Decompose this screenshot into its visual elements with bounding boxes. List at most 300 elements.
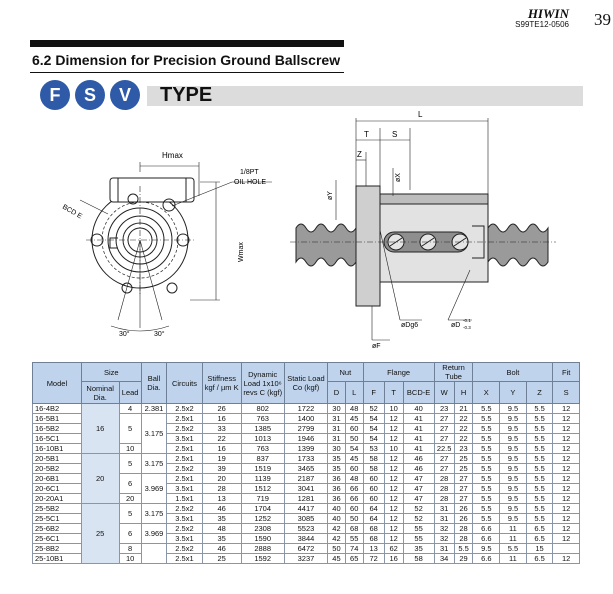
table-cell: 5.5 <box>473 434 500 444</box>
label-L: L <box>418 110 423 119</box>
table-cell: 3.5x1 <box>167 484 203 494</box>
table-cell: 12 <box>553 554 580 564</box>
th-nominal-dia: Nominal Dia. <box>81 382 119 404</box>
table-cell: 5 <box>119 414 141 444</box>
th-nut: Nut <box>328 363 364 382</box>
table-cell: 23 <box>434 404 454 414</box>
th-return-tube: Return Tube <box>434 363 473 382</box>
label-Dg6: øDg6 <box>401 322 419 329</box>
table-cell: 26 <box>202 404 241 414</box>
table-cell: 1946 <box>284 434 327 444</box>
table-cell: 5.5 <box>526 414 553 424</box>
table-cell: 41 <box>403 434 434 444</box>
table-cell: 9.5 <box>500 424 527 434</box>
table-cell: 35 <box>202 534 241 544</box>
table-cell: 36 <box>328 494 346 504</box>
table-cell: 60 <box>363 494 384 504</box>
th-dynamic-load: Dynamic Load 1x10⁶ revs C (kgf) <box>241 363 284 404</box>
cell-model: 25-10B1 <box>33 554 82 564</box>
table-cell: 2.5x2 <box>167 524 203 534</box>
table-cell: 3.175 <box>141 414 167 454</box>
th-stiffness: Stiffness kgf / µm K <box>202 363 241 404</box>
table-cell: 31 <box>328 414 346 424</box>
table-cell: 46 <box>202 544 241 554</box>
th-size: Size <box>81 363 141 382</box>
table-cell: 50 <box>328 544 346 554</box>
label-S: S <box>392 130 398 139</box>
table-cell: 1590 <box>241 534 284 544</box>
table-cell: 1512 <box>241 484 284 494</box>
table-cell: 31 <box>434 504 454 514</box>
table-cell: 12 <box>553 414 580 424</box>
table-cell: 12 <box>384 484 403 494</box>
table-cell: 2.5x2 <box>167 404 203 414</box>
table-cell: 25 <box>202 554 241 564</box>
table-cell: 27 <box>454 484 473 494</box>
table-cell: 4417 <box>284 504 327 514</box>
table-cell: 12 <box>384 414 403 424</box>
table-cell: 5.5 <box>473 484 500 494</box>
table-cell: 5.5 <box>473 464 500 474</box>
table-cell: 12 <box>553 454 580 464</box>
table-cell: 1399 <box>284 444 327 454</box>
table-cell: 42 <box>328 524 346 534</box>
table-cell: 5.5 <box>473 424 500 434</box>
table-cell: 6.5 <box>526 554 553 564</box>
table-cell: 45 <box>328 554 346 564</box>
side-view <box>290 118 556 340</box>
table-cell: 32 <box>434 534 454 544</box>
table-cell: 33 <box>202 424 241 434</box>
type-badge-v: V <box>110 80 140 110</box>
table-cell: 40 <box>403 404 434 414</box>
table-cell: 54 <box>363 434 384 444</box>
table-cell: 5523 <box>284 524 327 534</box>
table-cell: 5.5 <box>473 454 500 464</box>
table-cell: 5.5 <box>526 434 553 444</box>
return-tube-side <box>380 194 488 204</box>
label-Z: Z <box>357 150 362 159</box>
table-cell: 1281 <box>284 494 327 504</box>
table-cell: 23 <box>454 444 473 454</box>
table-cell <box>553 544 580 554</box>
table-cell: 1592 <box>241 554 284 564</box>
table-cell: 48 <box>345 474 363 484</box>
th-F: F <box>363 382 384 404</box>
th-lead: Lead <box>119 382 141 404</box>
cell-model: 20-5B1 <box>33 454 82 464</box>
table-row <box>33 404 580 414</box>
table-cell: 763 <box>241 414 284 424</box>
table-cell: 3.969 <box>141 474 167 504</box>
th-circuits: Circuits <box>167 363 203 404</box>
table-cell: 1733 <box>284 454 327 464</box>
table-cell: 74 <box>345 544 363 554</box>
table-cell: 12 <box>384 464 403 474</box>
table-cell: 12 <box>553 474 580 484</box>
table-cell: 11 <box>500 534 527 544</box>
label-T: T <box>364 130 369 139</box>
th-BCD-E: BCD-E <box>403 382 434 404</box>
table-cell: 27 <box>454 474 473 484</box>
type-label: TYPE <box>160 84 213 106</box>
flange-side <box>356 186 380 306</box>
table-cell: 31 <box>328 424 346 434</box>
screw-shaft-right <box>488 224 548 266</box>
table-cell: 54 <box>363 424 384 434</box>
table-cell: 46 <box>403 464 434 474</box>
table-cell: 12 <box>553 524 580 534</box>
table-cell: 54 <box>345 444 363 454</box>
table-cell: 60 <box>363 484 384 494</box>
table-cell: 55 <box>403 524 434 534</box>
table-row <box>33 454 580 464</box>
label-X: øX <box>395 173 402 182</box>
table-cell: 13 <box>202 494 241 504</box>
table-cell: 12 <box>553 464 580 474</box>
bolt-hole-bottom-right <box>167 283 177 293</box>
table-cell: 11 <box>500 524 527 534</box>
table-cell: 45 <box>345 414 363 424</box>
table-cell: 6.5 <box>526 524 553 534</box>
table-cell: 25 <box>454 454 473 464</box>
table-cell: 2799 <box>284 424 327 434</box>
th-ball-dia: Ball Dia. <box>141 363 167 404</box>
th-flange: Flange <box>363 363 434 382</box>
table-cell: 5.5 <box>473 404 500 414</box>
table-cell: 66 <box>345 484 363 494</box>
table-cell: 20 <box>81 454 119 504</box>
th-model: Model <box>33 363 82 404</box>
table-cell: 3085 <box>284 514 327 524</box>
cell-model: 16-4B2 <box>33 404 82 414</box>
table-cell: 1.5x1 <box>167 494 203 504</box>
table-cell: 5.5 <box>526 474 553 484</box>
table-cell: 3.5x1 <box>167 534 203 544</box>
th-W: W <box>434 382 454 404</box>
table-cell: 5.5 <box>526 504 553 514</box>
table-cell: 5.5 <box>526 454 553 464</box>
table-cell: 55 <box>403 534 434 544</box>
table-cell: 12 <box>553 424 580 434</box>
label-angle-2: 30° <box>154 331 165 338</box>
table-cell: 52 <box>403 514 434 524</box>
table-cell: 3041 <box>284 484 327 494</box>
table-cell: 50 <box>345 434 363 444</box>
table-row <box>33 504 580 514</box>
th-H: H <box>454 382 473 404</box>
table-cell: 6.6 <box>473 524 500 534</box>
table-cell: 34 <box>434 554 454 564</box>
table-cell: 60 <box>363 474 384 484</box>
table-cell: 68 <box>345 524 363 534</box>
table-cell: 10 <box>119 444 141 454</box>
th-L: L <box>345 382 363 404</box>
table-cell: 65 <box>345 554 363 564</box>
table-cell: 6.6 <box>473 534 500 544</box>
table-cell: 12 <box>384 514 403 524</box>
th-bolt: Bolt <box>473 363 553 382</box>
th-D: D <box>328 382 346 404</box>
table-cell: 12 <box>384 474 403 484</box>
table-cell: 12 <box>553 404 580 414</box>
table-cell: 29 <box>454 554 473 564</box>
table-cell: 5.5 <box>454 544 473 554</box>
spec-table <box>32 362 580 564</box>
label-F: øF <box>372 343 381 350</box>
table-cell: 28 <box>202 484 241 494</box>
th-Y: Y <box>500 382 527 404</box>
table-cell: 5.5 <box>473 514 500 524</box>
table-cell: 35 <box>328 454 346 464</box>
table-cell: 52 <box>403 504 434 514</box>
table-cell: 2888 <box>241 544 284 554</box>
cell-model: 16-10B1 <box>33 444 82 454</box>
table-cell: 2187 <box>284 474 327 484</box>
table-cell: 1400 <box>284 414 327 424</box>
th-S: S <box>553 382 580 404</box>
table-cell: 5.5 <box>473 444 500 454</box>
table-cell: 2.5x1 <box>167 454 203 464</box>
table-cell: 1252 <box>241 514 284 524</box>
th-static-load: Static Load Co (kgf) <box>284 363 327 404</box>
table-cell: 41 <box>403 444 434 454</box>
table-cell: 5.5 <box>526 464 553 474</box>
table-cell: 58 <box>363 464 384 474</box>
table-cell: 16 <box>81 404 119 454</box>
table-cell: 47 <box>403 474 434 484</box>
table-cell: 2.5x2 <box>167 464 203 474</box>
table-cell: 58 <box>363 454 384 464</box>
cell-model: 16-5B1 <box>33 414 82 424</box>
table-cell: 5.5 <box>473 504 500 514</box>
table-cell: 2.5x2 <box>167 544 203 554</box>
table-cell: 39 <box>202 464 241 474</box>
table-cell: 837 <box>241 454 284 464</box>
table-cell: 35 <box>403 544 434 554</box>
table-cell: 9.5 <box>500 484 527 494</box>
table-cell: 6.6 <box>473 554 500 564</box>
table-cell: 719 <box>241 494 284 504</box>
table-cell: 2308 <box>241 524 284 534</box>
table-cell: 2.5x1 <box>167 414 203 424</box>
cell-model: 25-5C1 <box>33 514 82 524</box>
table-cell: 47 <box>403 484 434 494</box>
table-cell: 3465 <box>284 464 327 474</box>
table-cell: 15 <box>526 544 553 554</box>
table-cell: 9.5 <box>500 504 527 514</box>
table-cell: 62 <box>384 544 403 554</box>
table-cell: 1013 <box>241 434 284 444</box>
table-cell: 48 <box>345 404 363 414</box>
table-cell: 60 <box>345 504 363 514</box>
table-cell: 12 <box>553 444 580 454</box>
page-number: 39 <box>594 10 611 29</box>
table-cell: 32 <box>434 524 454 534</box>
table-cell: 36 <box>328 484 346 494</box>
table-cell: 5 <box>119 504 141 524</box>
table-cell: 2.5x1 <box>167 554 203 564</box>
table-cell: 40 <box>328 504 346 514</box>
table-cell: 28 <box>454 534 473 544</box>
table-cell: 9.5 <box>500 464 527 474</box>
table-cell: 2.5x2 <box>167 504 203 514</box>
table-cell: 20 <box>119 494 141 504</box>
table-cell: 1722 <box>284 404 327 414</box>
table-cell: 12 <box>553 534 580 544</box>
cell-model: 16-5C1 <box>33 434 82 444</box>
table-cell: 53 <box>363 444 384 454</box>
table-cell: 12 <box>384 454 403 464</box>
table-cell: 31 <box>328 434 346 444</box>
table-cell: 4 <box>119 404 141 414</box>
table-cell: 9.5 <box>500 404 527 414</box>
table-cell: 27 <box>434 454 454 464</box>
table-cell: 2.5x1 <box>167 474 203 484</box>
table-cell: 6472 <box>284 544 327 554</box>
table-cell: 12 <box>553 514 580 524</box>
cell-model: 25-6B2 <box>33 524 82 534</box>
table-cell: 2.5x1 <box>167 444 203 454</box>
table-cell: 8 <box>119 544 141 554</box>
label-hmax: Hmax <box>162 151 183 160</box>
label-wmax: Wmax <box>238 242 245 262</box>
table-cell: 1704 <box>241 504 284 514</box>
table-cell: 6.5 <box>526 534 553 544</box>
table-cell: 9.5 <box>500 434 527 444</box>
table-cell: 10 <box>119 554 141 564</box>
table-cell: 42 <box>328 534 346 544</box>
table-cell: 5.5 <box>473 474 500 484</box>
table-cell: 64 <box>363 504 384 514</box>
table-cell: 802 <box>241 404 284 414</box>
return-tube-top <box>110 178 194 202</box>
table-cell: 41 <box>403 414 434 424</box>
table-cell: 12 <box>384 524 403 534</box>
cell-model: 25-8B2 <box>33 544 82 554</box>
table-cell: 47 <box>403 494 434 504</box>
spec-table-body <box>33 404 580 564</box>
table-cell: 41 <box>403 424 434 434</box>
label-angle-1: 30° <box>119 331 130 338</box>
cell-model: 25-5B2 <box>33 504 82 514</box>
table-cell: 763 <box>241 444 284 454</box>
table-cell: 25 <box>454 464 473 474</box>
table-cell: 68 <box>363 534 384 544</box>
table-cell: 12 <box>553 504 580 514</box>
table-cell: 11 <box>500 554 527 564</box>
label-bcd: BCD E <box>61 203 84 221</box>
table-cell: 28 <box>434 494 454 504</box>
table-cell: 5.5 <box>526 484 553 494</box>
table-cell: 16 <box>384 554 403 564</box>
cell-model: 20-6C1 <box>33 484 82 494</box>
table-cell: 1519 <box>241 464 284 474</box>
brand-logo: HIWIN <box>527 6 569 21</box>
table-cell: 12 <box>553 434 580 444</box>
th-fit: Fit <box>553 363 580 382</box>
table-cell: 9.5 <box>473 544 500 554</box>
cell-model: 25-6C1 <box>33 534 82 544</box>
table-cell: 2.5x2 <box>167 424 203 434</box>
table-cell: 1385 <box>241 424 284 434</box>
table-cell: 5.5 <box>473 414 500 424</box>
table-cell: 16 <box>202 444 241 454</box>
label-D-tol-top: -0.1 <box>463 318 471 323</box>
table-cell: 35 <box>328 464 346 474</box>
table-cell: 5.5 <box>526 424 553 434</box>
table-cell: 12 <box>384 434 403 444</box>
type-badge-f: F <box>40 80 70 110</box>
table-cell: 5.5 <box>500 544 527 554</box>
table-cell: 46 <box>202 504 241 514</box>
table-cell: 22 <box>454 424 473 434</box>
table-cell: 28 <box>454 524 473 534</box>
table-cell: 12 <box>384 494 403 504</box>
label-D-tol-bottom: -0.3 <box>463 325 471 330</box>
table-cell: 3.175 <box>141 504 167 524</box>
table-cell: 6 <box>119 474 141 494</box>
table-cell: 22 <box>454 414 473 424</box>
table-cell: 3.5x1 <box>167 514 203 524</box>
table-cell: 5.5 <box>473 494 500 504</box>
table-cell: 12 <box>553 484 580 494</box>
table-cell: 64 <box>363 514 384 524</box>
th-T: T <box>384 382 403 404</box>
table-cell: 60 <box>345 424 363 434</box>
table-cell: 12 <box>384 534 403 544</box>
table-cell: 26 <box>454 514 473 524</box>
table-cell: 36 <box>328 474 346 484</box>
type-badge-s: S <box>75 80 105 110</box>
table-cell: 35 <box>202 514 241 524</box>
table-cell: 3.969 <box>141 524 167 544</box>
table-cell: 27 <box>434 414 454 424</box>
label-oil-hole: OIL HOLE <box>234 179 267 186</box>
table-cell: 6 <box>119 524 141 544</box>
table-cell: 48 <box>202 524 241 534</box>
table-cell: 9.5 <box>500 414 527 424</box>
table-cell: 26 <box>454 504 473 514</box>
table-cell <box>141 544 167 564</box>
table-cell: 5.5 <box>526 494 553 504</box>
table-cell: 27 <box>434 464 454 474</box>
table-cell: 30 <box>328 444 346 454</box>
table-cell: 27 <box>434 424 454 434</box>
table-cell: 60 <box>345 464 363 474</box>
table-cell: 45 <box>345 454 363 464</box>
table-cell: 55 <box>345 534 363 544</box>
cell-model: 16-5B2 <box>33 424 82 434</box>
table-cell: 72 <box>363 554 384 564</box>
table-cell: 5.5 <box>526 404 553 414</box>
table-cell: 12 <box>384 424 403 434</box>
table-cell: 28 <box>434 474 454 484</box>
label-Y: øY <box>327 191 334 200</box>
table-cell: 10 <box>384 444 403 454</box>
table-cell: 66 <box>345 494 363 504</box>
table-cell: 16 <box>202 414 241 424</box>
table-cell: 31 <box>434 514 454 524</box>
table-cell: 13 <box>363 544 384 554</box>
cell-model: 20-20A1 <box>33 494 82 504</box>
table-cell: 54 <box>363 414 384 424</box>
label-D: øD <box>451 322 461 329</box>
table-cell: 27 <box>434 434 454 444</box>
table-cell: 30 <box>328 404 346 414</box>
section-title: 6.2 Dimension for Precision Ground Ballscrew <box>32 52 341 68</box>
table-cell: 3237 <box>284 554 327 564</box>
